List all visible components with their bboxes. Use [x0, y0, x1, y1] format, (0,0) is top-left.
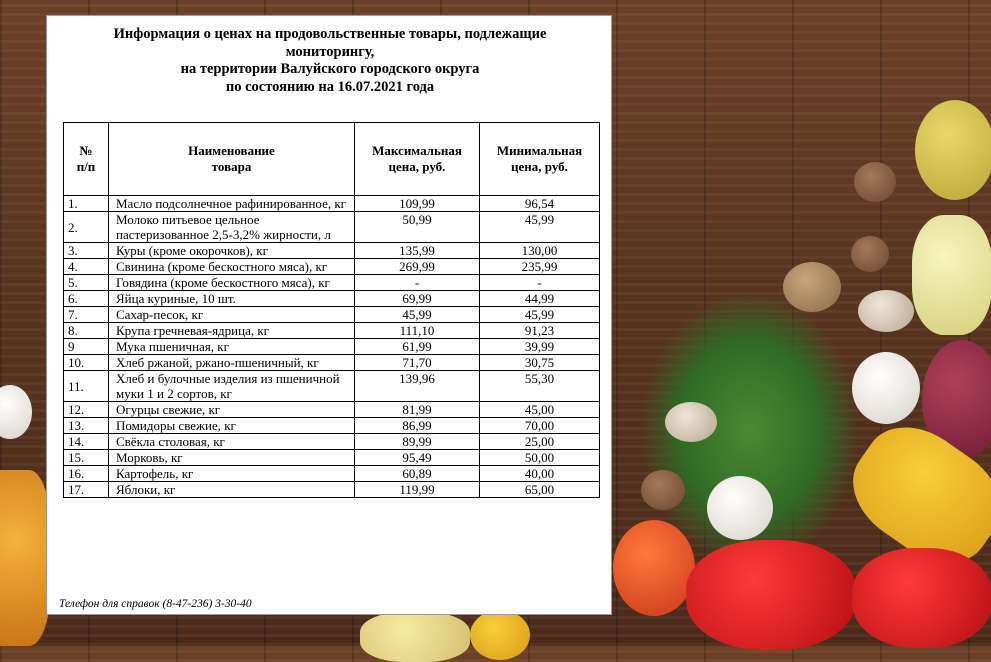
page-title: [47, 26, 613, 96]
table-row: [64, 466, 600, 482]
row-min-price: 40,00: [480, 466, 600, 482]
row-max-price: 50,99: [355, 212, 480, 243]
row-min-price: 65,00: [480, 482, 600, 498]
row-number: 14.: [64, 434, 109, 450]
table-row: [64, 212, 600, 243]
row-min-price: 70,00: [480, 418, 600, 434]
row-min-price: 91,23: [480, 323, 600, 339]
row-product-name: Масло подсолнечное рафинированное, кг: [109, 196, 355, 212]
row-number: 15.: [64, 450, 109, 466]
header-min-price: Минимальная цена, руб.: [480, 123, 600, 196]
row-min-price: 45,00: [480, 402, 600, 418]
table-row: [64, 196, 600, 212]
row-max-price: 139,96: [355, 371, 480, 402]
table-row: [64, 307, 600, 323]
table-row: [64, 275, 600, 291]
table-row: [64, 482, 600, 498]
header-max-price: Максимальная цена, руб.: [355, 123, 480, 196]
row-number: 10.: [64, 355, 109, 371]
table-row: [64, 339, 600, 355]
row-min-price: 50,00: [480, 450, 600, 466]
phone-footer: Телефон для справок (8-47-236) 3-30-40: [59, 598, 252, 610]
row-min-price: 39,99: [480, 339, 600, 355]
row-max-price: 69,99: [355, 291, 480, 307]
row-number: 13.: [64, 418, 109, 434]
row-min-price: 25,00: [480, 434, 600, 450]
pepper-yellow-image: [360, 612, 470, 662]
flowers-image: [0, 470, 50, 646]
row-max-price: 81,99: [355, 402, 480, 418]
row-number: 1.: [64, 196, 109, 212]
table-row: [64, 243, 600, 259]
row-number: 9: [64, 339, 109, 355]
row-max-price: 45,99: [355, 307, 480, 323]
header-product-name: Наименование товара: [109, 123, 355, 196]
row-min-price: -: [480, 275, 600, 291]
row-product-name: Крупа гречневая-ядрица, кг: [109, 323, 355, 339]
table-row: [64, 450, 600, 466]
row-number: 7.: [64, 307, 109, 323]
row-number: 8.: [64, 323, 109, 339]
garlic-image: [852, 352, 920, 424]
row-min-price: 130,00: [480, 243, 600, 259]
row-max-price: 89,99: [355, 434, 480, 450]
table-row: [64, 259, 600, 275]
row-max-price: 111,10: [355, 323, 480, 339]
row-number: 2.: [64, 212, 109, 243]
quail-egg-image: [665, 402, 717, 442]
table-row: [64, 355, 600, 371]
title-line: по состоянию на 16.07.2021 года: [225, 78, 435, 95]
row-product-name: Сахар-песок, кг: [109, 307, 355, 323]
row-product-name: Говядина (кроме бескостного мяса), кг: [109, 275, 355, 291]
row-min-price: 96,54: [480, 196, 600, 212]
table-row: [64, 371, 600, 402]
row-max-price: -: [355, 275, 480, 291]
row-product-name: Свёкла столовая, кг: [109, 434, 355, 450]
row-number: 16.: [64, 466, 109, 482]
header-number: № п/п: [64, 123, 109, 196]
row-min-price: 55,30: [480, 371, 600, 402]
row-min-price: 45,99: [480, 307, 600, 323]
row-number: 3.: [64, 243, 109, 259]
row-max-price: 95,49: [355, 450, 480, 466]
row-product-name: Яйца куриные, 10 шт.: [109, 291, 355, 307]
row-max-price: 109,99: [355, 196, 480, 212]
quail-egg-image: [858, 290, 914, 332]
row-max-price: 86,99: [355, 418, 480, 434]
row-number: 11.: [64, 371, 109, 402]
row-min-price: 235,99: [480, 259, 600, 275]
table-row: [64, 402, 600, 418]
row-product-name: Морковь, кг: [109, 450, 355, 466]
pear-image: [915, 100, 991, 200]
row-product-name: Куры (кроме окорочков), кг: [109, 243, 355, 259]
row-min-price: 44,99: [480, 291, 600, 307]
row-min-price: 45,99: [480, 212, 600, 243]
row-product-name: Яблоки, кг: [109, 482, 355, 498]
row-number: 6.: [64, 291, 109, 307]
tomato-image: [613, 520, 695, 616]
table-row: [64, 418, 600, 434]
row-max-price: 119,99: [355, 482, 480, 498]
garlic-image: [0, 385, 32, 439]
row-product-name: Свинина (кроме бескостного мяса), кг: [109, 259, 355, 275]
title-line: на территории Валуйского городского округа: [180, 61, 480, 77]
row-number: 4.: [64, 259, 109, 275]
row-product-name: Огурцы свежие, кг: [109, 402, 355, 418]
red-pepper-image: [852, 548, 991, 648]
row-max-price: 135,99: [355, 243, 480, 259]
row-number: 17.: [64, 482, 109, 498]
hazelnut-image: [854, 162, 896, 202]
row-product-name: Молоко питьевое цельное пастеризованное 2,5-3,2% жирности, л: [109, 212, 355, 243]
row-product-name: Хлеб ржаной, ржано-пшеничный, кг: [109, 355, 355, 371]
row-product-name: Хлеб и булочные изделия из пшеничной муки 1 и 2 сортов, кг: [109, 371, 355, 402]
table-row: [64, 323, 600, 339]
row-number: 12.: [64, 402, 109, 418]
row-number: 5.: [64, 275, 109, 291]
hazelnut-image: [641, 470, 685, 510]
table-row: [64, 434, 600, 450]
title-line: Информация о ценах на продовольственные товары, подлежащие: [113, 26, 547, 42]
title-line: мониторингу,: [285, 43, 375, 60]
row-min-price: 30,75: [480, 355, 600, 371]
table-header-row: [64, 123, 600, 196]
row-product-name: Помидоры свежие, кг: [109, 418, 355, 434]
table-row: [64, 291, 600, 307]
hazelnut-image: [851, 236, 889, 272]
garlic-image: [707, 476, 773, 540]
price-table: [63, 122, 600, 498]
row-product-name: Мука пшеничная, кг: [109, 339, 355, 355]
row-product-name: Картофель, кг: [109, 466, 355, 482]
row-max-price: 269,99: [355, 259, 480, 275]
pepper-yellow-image: [912, 215, 991, 335]
red-pepper-image: [686, 540, 856, 650]
corn-image: [470, 610, 530, 660]
price-info-panel: [46, 15, 612, 615]
row-max-price: 71,70: [355, 355, 480, 371]
row-max-price: 60,89: [355, 466, 480, 482]
row-max-price: 61,99: [355, 339, 480, 355]
